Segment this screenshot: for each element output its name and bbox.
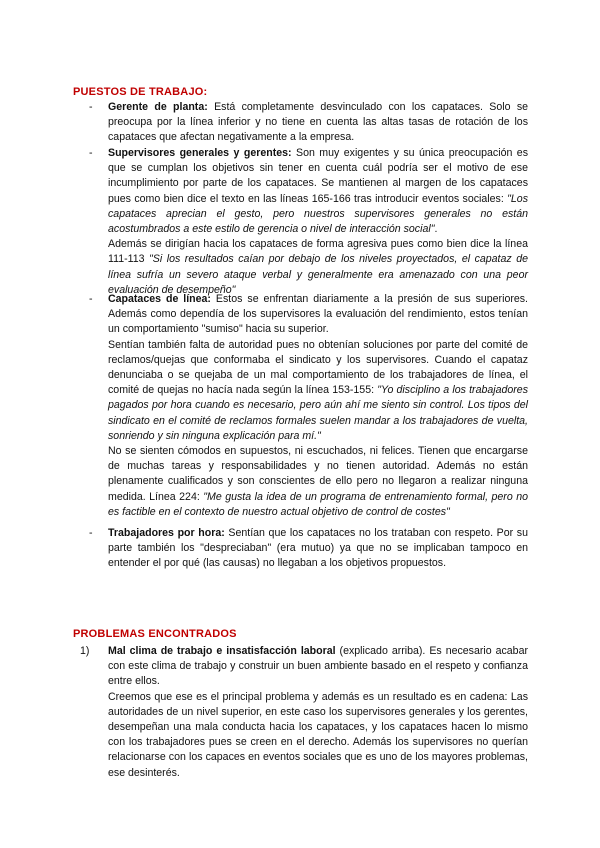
item-text: Estos se enfrentan diariamente a la presión de sus superiores. Además como dependía de los supervisores la evaluación del rendimiento, estos tenían un comportamiento "sumiso" hacia su superior.: [108, 293, 528, 336]
list-item-trabajadores: [89, 526, 528, 572]
item-quote: "Yo disciplino a los trabajadores pagados por hora cuando es necesario, pero aún ahí me siento sin control. Los tipos del sindicato en el comité de reclamos formales suelen mandar a los trabajadores de vuelta, sonriendo y sin ninguna explicación para mí.": [108, 384, 528, 442]
item-text: Sentían también falta de autoridad pues no obtenían soluciones por parte del comité de reclamos/quejas que conformaba el sindicato y los supervisores. Cuando el capataz denunciaba o se quejaba de un mal comportamiento de los trabajadores de línea, el comité de quejas no hacía nada según la línea 153-155:: [108, 338, 528, 397]
item-quote: "Si los resultados caían por debajo de los niveles proyectados, el capataz de línea sufría un severo ataque verbal y generalmente era amenazado con una peor evaluación de desempeño": [108, 253, 528, 296]
item-number: 1): [80, 645, 90, 657]
item-text: Está completamente desvinculado con los capataces. Solo se preocupa por la línea inferior y no tiene en cuenta las altas tasas de rotación de los capataces que afectan negativamente a la empresa.: [108, 101, 529, 144]
bullet: -: [89, 101, 93, 113]
paragraph: [108, 146, 528, 237]
paragraph: [108, 690, 528, 781]
item-text-end: .: [434, 223, 438, 236]
numbered-item-clima: [80, 644, 528, 781]
paragraph: [108, 100, 528, 146]
paragraph: [108, 237, 528, 298]
item-title: Capataces de línea:: [108, 293, 211, 305]
bullet: -: [89, 527, 93, 539]
paragraph: [108, 292, 528, 338]
item-text: Sentían que los capataces no los trataban con respeto. Por su parte también los "despreciaban" (era mutuo) ya que no se implicaban tampoco en entender el por qué (las causas) no llegaban a los objetivos propuestos.: [108, 527, 528, 570]
list-item-capataces: [89, 292, 528, 520]
item-text: (explicado arriba). Es necesario acabar con este clima de trabajo y construir un buen ambiente basado en el respeto y confianza entre ellos.: [108, 645, 528, 688]
bullet: -: [89, 147, 93, 159]
item-title: Trabajadores por hora:: [108, 527, 225, 539]
item-quote: "Los capataces aprecian el gesto, pero nuestros supervisores generales no están acostumbrados a este estilo de gerencia o nivel de interacción social": [108, 192, 528, 236]
item-text: No se sienten cómodos en supuestos, ni escuchados, ni felices. Tienen que encargarse de muchas tareas y responsabilidades y no tienen autoridad. Además no están plenamente cualificados y son conscientes de ello pero no llegaron a realizar ninguna medida. Línea 224:: [108, 445, 528, 503]
item-title: Supervisores generales y gerentes:: [108, 147, 292, 159]
paragraph: [108, 644, 528, 690]
paragraph: [108, 526, 528, 572]
section-heading-problemas: PROBLEMAS ENCONTRADOS: [73, 628, 237, 640]
paragraph: [108, 444, 528, 520]
bullet: -: [89, 293, 93, 305]
list-item-gerente: [89, 100, 529, 146]
item-quote: "Me gusta la idea de un programa de entrenamiento formal, pero no es factible en el contexto de nuestro actual objetivo de control de costes": [108, 490, 528, 518]
item-title: Gerente de planta:: [108, 101, 208, 113]
section-heading-puestos: PUESTOS DE TRABAJO:: [73, 86, 208, 98]
paragraph: [108, 338, 528, 444]
item-text: Además se dirigían hacia los capataces de forma agresiva pues como bien dice la línea 111-113: [108, 238, 528, 266]
item-text: Son muy exigentes y su única preocupación es que se cumplan los objetivos sin tener en cuenta cuál podría ser el motivo de ese incumplimiento por parte de los capataces. Se mantienen al margen de los capataces pues como bien dice el texto en las líneas 165-166 tras introducir eventos sociales:: [108, 147, 528, 205]
item-title: Mal clima de trabajo e insatisfacción laboral: [108, 645, 336, 657]
item-text: Creemos que ese es el principal problema y además es un resultado es en cadena: Las autoridades de un nivel superior, en este caso los supervisores generales y los gerentes, desempeñan una mala conducta hacia los capataces, y los capataces hacen lo mismo con los trabajadores pues se creen en el derecho. Además los supervisores no querían relacionarse con los capaces en eventos sociales que es uno de los mayores problemas, ese desinterés.: [108, 690, 528, 779]
list-item-supervisores: [89, 146, 528, 298]
